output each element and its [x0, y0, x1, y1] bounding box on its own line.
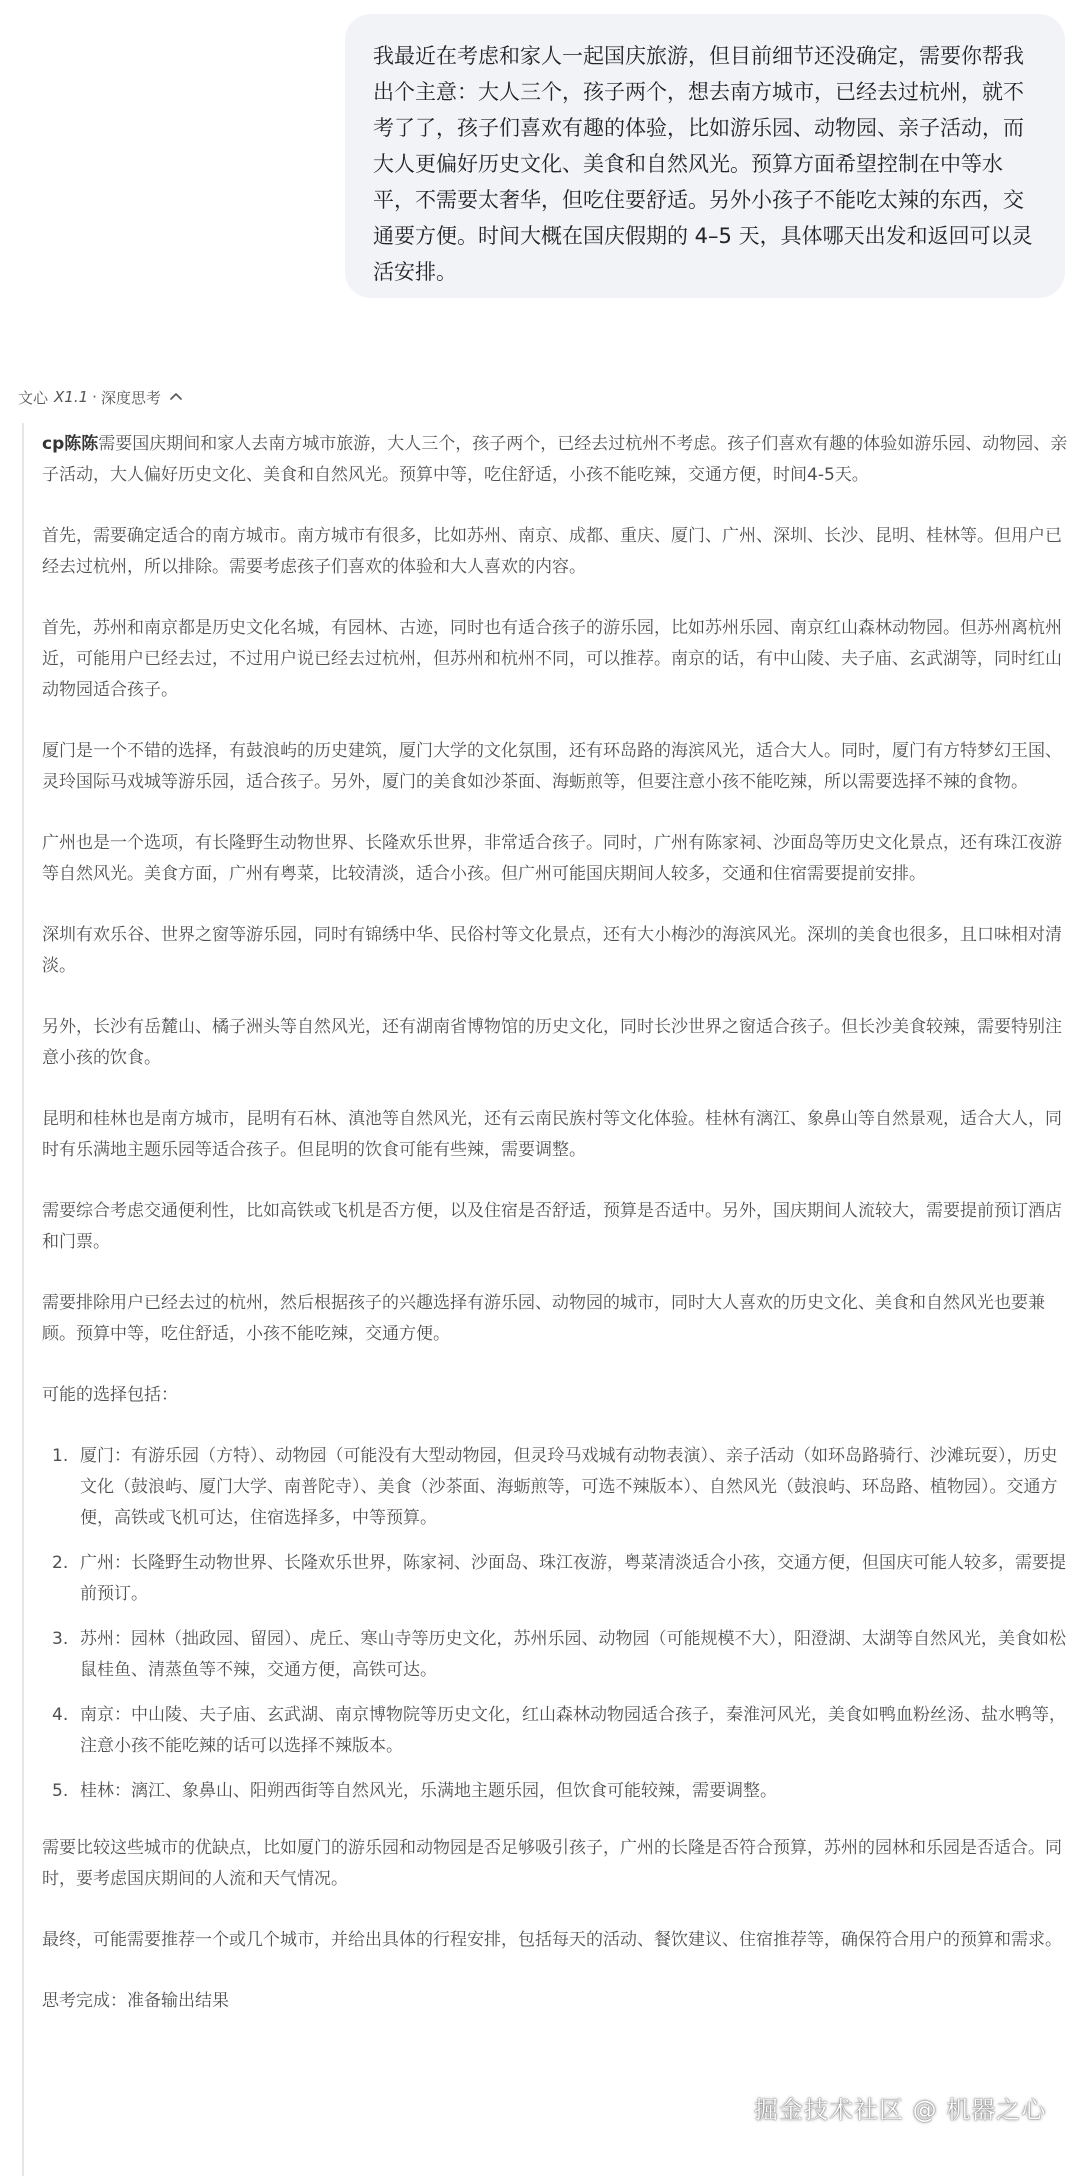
- chevron-up-icon[interactable]: [169, 390, 183, 404]
- list-item-text: 南京：中山陵、夫子庙、玄武湖、南京博物院等历史文化，红山森林动物园适合孩子，秦淮河风光，美食如鸭血粉丝汤、盐水鸭等，注意小孩不能吃辣的话可以选择不辣版本。: [80, 1705, 1066, 1756]
- thinking-paragraph: 昆明和桂林也是南方城市，昆明有石林、滇池等自然风光，还有云南民族村等文化体验。桂林有漓江、象鼻山等自然景观，适合大人，同时有乐满地主题乐园等适合孩子。但昆明的饮食可能有些辣，需要调整。: [42, 1109, 1062, 1160]
- thinking-paragraph: 可能的选择包括：: [42, 1385, 178, 1405]
- thinking-paragraph: 需要排除用户已经去过的杭州，然后根据孩子的兴趣选择有游乐园、动物园的城市，同时大人喜欢的历史文化、美食和自然风光也要兼顾。预算中等，吃住舒适，小孩不能吃辣，交通方便。: [42, 1293, 1045, 1344]
- list-item-number: 1.: [52, 1446, 69, 1466]
- thinking-paragraph: 另外，长沙有岳麓山、橘子洲头等自然风光，还有湖南省博物馆的历史文化，同时长沙世界之窗适合孩子。但长沙美食较辣，需要特别注意小孩的饮食。: [42, 1017, 1062, 1068]
- list-item-text: 苏州：园林（拙政园、留园）、虎丘、寒山寺等历史文化，苏州乐园、动物园（可能规模不大），阳澄湖、太湖等自然风光，美食如松鼠桂鱼、清蒸鱼等不辣，交通方便，高铁可达。: [80, 1629, 1066, 1680]
- thinking-panel: [22, 423, 1072, 2176]
- thinking-paragraph: 需要综合考虑交通便利性，比如高铁或飞机是否方便，以及住宿是否舒适，预算是否适中。另外，国庆期间人流较大，需要提前预订酒店和门票。: [42, 1201, 1062, 1252]
- list-item-number: 3.: [52, 1629, 69, 1649]
- watermark: 掘金技术社区 @ 机器之心: [754, 2096, 1047, 2124]
- city-options-list: [42, 1441, 1068, 1807]
- user-message-text: 我最近在考虑和家人一起国庆旅游，但目前细节还没确定，需要你帮我出个主意：大人三个，孩子两个，想去南方城市，已经去过杭州，就不考了了，孩子们喜欢有趣的体验，比如游乐园、动物园、亲子活动，而大人更偏好历史文化、美食和自然风光。预算方面希望控制在中等水平，不需要太奢华，但吃住要舒适。另外小孩子不能吃太辣的东西，交通要方便。时间大概在国庆假期的 4–5 天，具体哪天出发和返回可以灵活安排。: [373, 44, 1033, 284]
- list-item: [42, 1700, 1068, 1762]
- model-version: X1.1: [54, 388, 89, 406]
- list-item-text: 厦门：有游乐园（方特）、动物园（可能没有大型动物园，但灵玲马戏城有动物表演）、亲子活动（如环岛路骑行、沙滩玩耍），历史文化（鼓浪屿、厦门大学、南普陀寺）、美食（沙茶面、海蛎煎等，可选不辣版本）、自然风光（鼓浪屿、环岛路、植物园）。交通方便，高铁或飞机可达，住宿选择多，中等预算。: [80, 1446, 1058, 1528]
- thinking-paragraph: 首先，需要确定适合的南方城市。南方城市有很多，比如苏州、南京、成都、重庆、厦门、广州、深圳、长沙、昆明、桂林等。但用户已经去过杭州，所以排除。需要考虑孩子们喜欢的体验和大人喜欢的内容。: [42, 526, 1062, 577]
- model-mode: 深度思考: [100, 388, 161, 407]
- thinking-author: cp陈陈: [42, 434, 99, 454]
- list-item: [42, 1441, 1068, 1534]
- model-header[interactable]: [18, 382, 183, 412]
- thinking-paragraph: 需要比较这些城市的优缺点，比如厦门的游乐园和动物园是否足够吸引孩子，广州的长隆是否符合预算，苏州的园林和乐园是否适合。同时，要考虑国庆期间的人流和天气情况。: [42, 1838, 1062, 1889]
- list-item-text: 桂林：漓江、象鼻山、阳朔西街等自然风光，乐满地主题乐园，但饮食可能较辣，需要调整。: [80, 1781, 777, 1801]
- thinking-paragraph: 深圳有欢乐谷、世界之窗等游乐园，同时有锦绣中华、民俗村等文化景点，还有大小梅沙的海滨风光。深圳的美食也很多，且口味相对清淡。: [42, 925, 1062, 976]
- list-item: [42, 1548, 1068, 1610]
- user-message-bubble: [345, 14, 1065, 298]
- list-item-number: 4.: [52, 1705, 69, 1725]
- thinking-paragraph: 首先，苏州和南京都是历史文化名城，有园林、古迹，同时也有适合孩子的游乐园，比如苏州乐园、南京红山森林动物园。但苏州离杭州近，可能用户已经去过，不过用户说已经去过杭州，但苏州和杭州不同，可以推荐。南京的话，有中山陵、夫子庙、玄武湖等，同时红山动物园适合孩子。: [42, 618, 1062, 700]
- list-item: [42, 1624, 1068, 1686]
- list-item: [42, 1776, 1068, 1807]
- thinking-paragraph: 最终，可能需要推荐一个或几个城市，并给出具体的行程安排，包括每天的活动、餐饮建议、住宿推荐等，确保符合用户的预算和需求。: [42, 1930, 1062, 1950]
- thinking-paragraph-text: 需要国庆期间和家人去南方城市旅游，大人三个，孩子两个，已经去过杭州不考虑。孩子们喜欢有趣的体验如游乐园、动物园、亲子活动，大人偏好历史文化、美食和自然风光。预算中等，吃住舒适，小孩不能吃辣，交通方便，时间4-5天。: [42, 434, 1068, 485]
- thinking-paragraph: 厦门是一个不错的选择，有鼓浪屿的历史建筑，厦门大学的文化氛围，还有环岛路的海滨风光，适合大人。同时，厦门有方特梦幻王国、灵玲国际马戏城等游乐园，适合孩子。另外，厦门的美食如沙茶面、海蛎煎等，但要注意小孩不能吃辣，所以需要选择不辣的食物。: [42, 741, 1062, 792]
- list-item-number: 2.: [52, 1553, 69, 1573]
- list-item-number: 5.: [52, 1781, 69, 1801]
- list-item-text: 广州：长隆野生动物世界、长隆欢乐世界，陈家祠、沙面岛、珠江夜游，粤菜清淡适合小孩，交通方便，但国庆可能人较多，需要提前预订。: [80, 1553, 1066, 1604]
- thinking-paragraph: 广州也是一个选项，有长隆野生动物世界、长隆欢乐世界，非常适合孩子。同时，广州有陈家祠、沙面岛等历史文化景点，还有珠江夜游等自然风光。美食方面，广州有粤菜，比较清淡，适合小孩。但广州可能国庆期间人较多，交通和住宿需要提前安排。: [42, 833, 1062, 884]
- model-name: 文心: [18, 388, 49, 407]
- header-separator: ·: [92, 388, 97, 406]
- thinking-status: 思考完成：准备输出结果: [42, 1991, 229, 2011]
- thinking-paragraph: [42, 429, 1068, 491]
